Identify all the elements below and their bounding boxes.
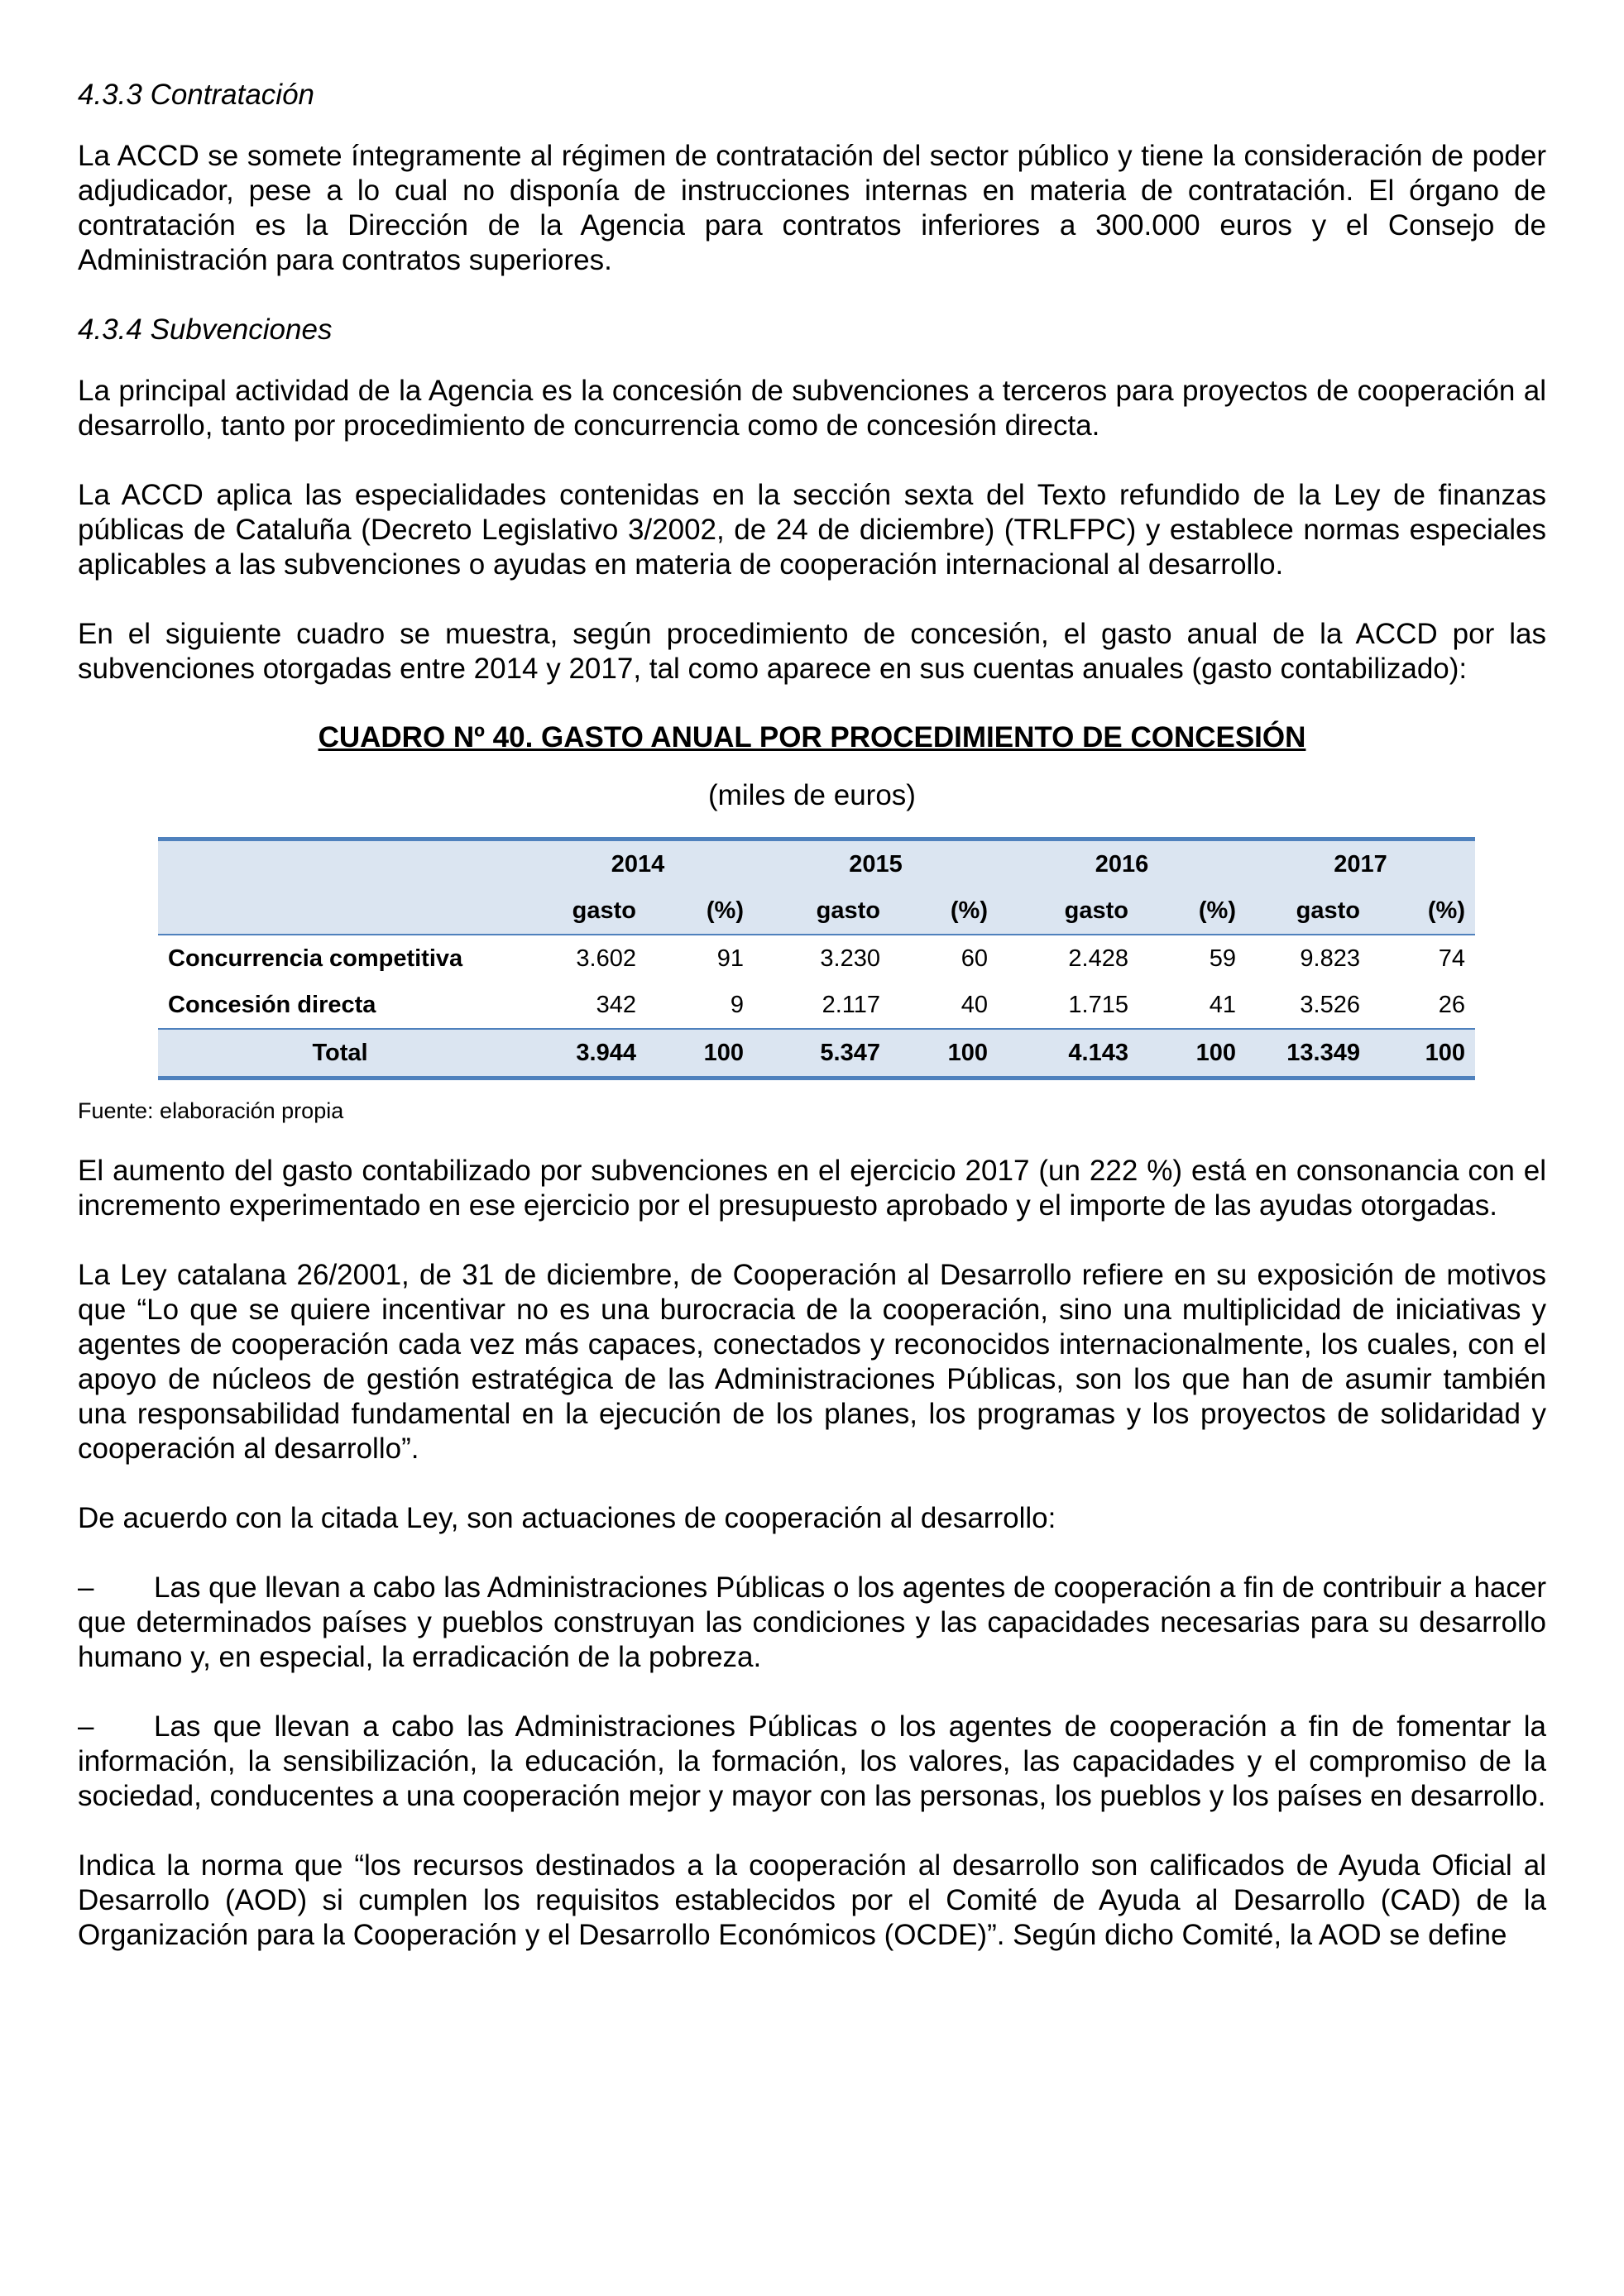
- subheader-gasto: gasto: [754, 887, 890, 935]
- table-row: [158, 982, 1475, 1029]
- subheader-percent: (%): [890, 887, 998, 935]
- section-heading-contratacion: 4.3.3 Contratación: [78, 79, 315, 111]
- subheader-percent: (%): [646, 887, 754, 935]
- paragraph-subvenciones-3: En el siguiente cuadro se muestra, según procedimiento de concesión, el gasto anual de la ACCD por las subvenciones otorgadas entre 2014 y 2017, tal como aparece en sus cuentas anuales (gasto contabilizado):: [78, 618, 1546, 685]
- total-percent: 100: [646, 1029, 754, 1079]
- total-gasto: 3.944: [522, 1029, 646, 1079]
- cell-gasto: 1.715: [1068, 991, 1128, 1018]
- subheader-gasto: gasto: [522, 887, 646, 935]
- paragraph-contratacion: La ACCD se somete íntegramente al régimen de contratación del sector público y tiene la consideración de poder adjudicador, pese a lo cual no disponía de instrucciones internas en materia de contratación. El órgano de contratación es la Dirección de la Agencia para contratos inferiores a 300.000 euros y el Consejo de Administración para contratos superiores.: [78, 140, 1546, 276]
- total-percent: 100: [890, 1029, 998, 1079]
- dash-bullet-icon: –: [78, 1571, 94, 1604]
- table-source: Fuente: elaboración propia: [78, 1098, 344, 1123]
- table-year-header-row: [158, 839, 1475, 888]
- row-label: Concesión directa: [168, 991, 376, 1018]
- table-total-row: [158, 1029, 1475, 1079]
- total-percent: 100: [1370, 1029, 1475, 1079]
- table-subheader-row: [158, 887, 1475, 935]
- cell-gasto: 9.823: [1300, 945, 1360, 972]
- subheader-percent: (%): [1138, 887, 1246, 935]
- table-row: [158, 935, 1475, 982]
- table-unit: (miles de euros): [708, 779, 916, 811]
- cell-percent: 74: [1438, 945, 1465, 972]
- cell-percent: 91: [716, 945, 744, 972]
- cell-gasto: 2.428: [1068, 945, 1128, 972]
- list-item-text: Las que llevan a cabo las Administraciones Públicas o los agentes de cooperación a fin de fomentar la información, la sensibilización, la educación, la formación, los valores, las capacidades y el compromiso de la sociedad, conducentes a una cooperación mejor y mayor con las personas, los pueblos y los países en desarrollo.: [78, 1710, 1546, 1812]
- year-header: 2016: [998, 839, 1246, 888]
- header-empty-cell: [158, 887, 522, 935]
- list-item: [78, 1710, 1546, 1814]
- paragraph-ley-catalana: La Ley catalana 26/2001, de 31 de diciembre, de Cooperación al Desarrollo refiere en su exposición de motivos que “Lo que se quiere incentivar no es una burocracia de la cooperación, sino una multiplicidad de iniciativas y agentes de cooperación cada vez más capaces, conectados y reconocidos internacionalmente, los cuales, con el apoyo de núcleos de gestión estratégica de las Administraciones Públicas, son los que han de asumir también una responsabilidad fundamental en la ejecución de los planes, los programas y los proyectos de solidaridad y cooperación al desarrollo”.: [78, 1259, 1546, 1465]
- total-label: Total: [158, 1029, 522, 1079]
- cell-gasto: 3.602: [576, 945, 636, 972]
- year-header: 2017: [1246, 839, 1475, 888]
- paragraph-subvenciones-1: La principal actividad de la Agencia es la concesión de subvenciones a terceros para proyectos de cooperación al desarrollo, tanto por procedimiento de concurrencia como de concesión directa.: [78, 375, 1546, 442]
- paragraph-subvenciones-2: La ACCD aplica las especialidades contenidas en la sección sexta del Texto refundido de la Ley de finanzas públicas de Cataluña (Decreto Legislativo 3/2002, de 24 de diciembre) (TRLFPC) y establece normas especiales aplicables a las subvenciones o ayudas en materia de cooperación internacional al desarrollo.: [78, 479, 1546, 581]
- expense-table-wrapper: [158, 837, 1475, 1080]
- cell-gasto: 2.117: [822, 991, 880, 1018]
- total-gasto: 4.143: [998, 1029, 1138, 1079]
- subheader-percent: (%): [1370, 887, 1475, 935]
- year-header: 2014: [522, 839, 754, 888]
- cell-percent: 59: [1209, 945, 1236, 972]
- paragraph-aumento-gasto: El aumento del gasto contabilizado por subvenciones en el ejercicio 2017 (un 222 %) está en consonancia con el incremento experimentado en ese ejercicio por el presupuesto aprobado y el importe de las ayudas otorgadas.: [78, 1155, 1546, 1222]
- header-empty-cell: [158, 839, 522, 888]
- cell-percent: 26: [1438, 991, 1465, 1018]
- subheader-gasto: gasto: [998, 887, 1138, 935]
- cell-percent: 40: [961, 991, 988, 1018]
- cell-percent: 60: [961, 945, 988, 972]
- cell-gasto: 342: [596, 991, 636, 1018]
- total-gasto: 5.347: [754, 1029, 890, 1079]
- list-item-text: Las que llevan a cabo las Administraciones Públicas o los agentes de cooperación a fin de contribuir a hacer que determinados países y pueblos construyan las condiciones y las capacidades necesarias para su desarrollo humano y, en especial, la erradicación de la pobreza.: [78, 1571, 1546, 1673]
- cell-percent: 41: [1209, 991, 1236, 1018]
- paragraph-aod-definition: Indica la norma que “los recursos destinados a la cooperación al desarrollo son calificados de Ayuda Oficial al Desarrollo (AOD) si cumplen los requisitos establecidos por el Comité de Ayuda al Desarrollo (CAD) de la Organización para la Cooperación y el Desarrollo Económicos (OCDE)”. Según dicho Comité, la AOD se define: [78, 1849, 1546, 1951]
- year-header: 2015: [754, 839, 998, 888]
- cell-gasto: 3.526: [1300, 991, 1360, 1018]
- list-item: [78, 1571, 1546, 1675]
- section-heading-subvenciones: 4.3.4 Subvenciones: [78, 313, 333, 346]
- expense-table: [158, 837, 1475, 1080]
- row-label: Concurrencia competitiva: [168, 945, 463, 972]
- paragraph-actuaciones-intro: De acuerdo con la citada Ley, son actuaciones de cooperación al desarrollo:: [78, 1502, 1056, 1534]
- total-gasto: 13.349: [1246, 1029, 1370, 1079]
- subheader-gasto: gasto: [1246, 887, 1370, 935]
- cell-percent: 9: [730, 991, 744, 1018]
- total-percent: 100: [1138, 1029, 1246, 1079]
- cell-gasto: 3.230: [820, 945, 880, 972]
- table-title: CUADRO Nº 40. GASTO ANUAL POR PROCEDIMIENTO DE CONCESIÓN: [318, 721, 1306, 753]
- document-page: [78, 78, 1546, 1953]
- dash-bullet-icon: –: [78, 1710, 94, 1743]
